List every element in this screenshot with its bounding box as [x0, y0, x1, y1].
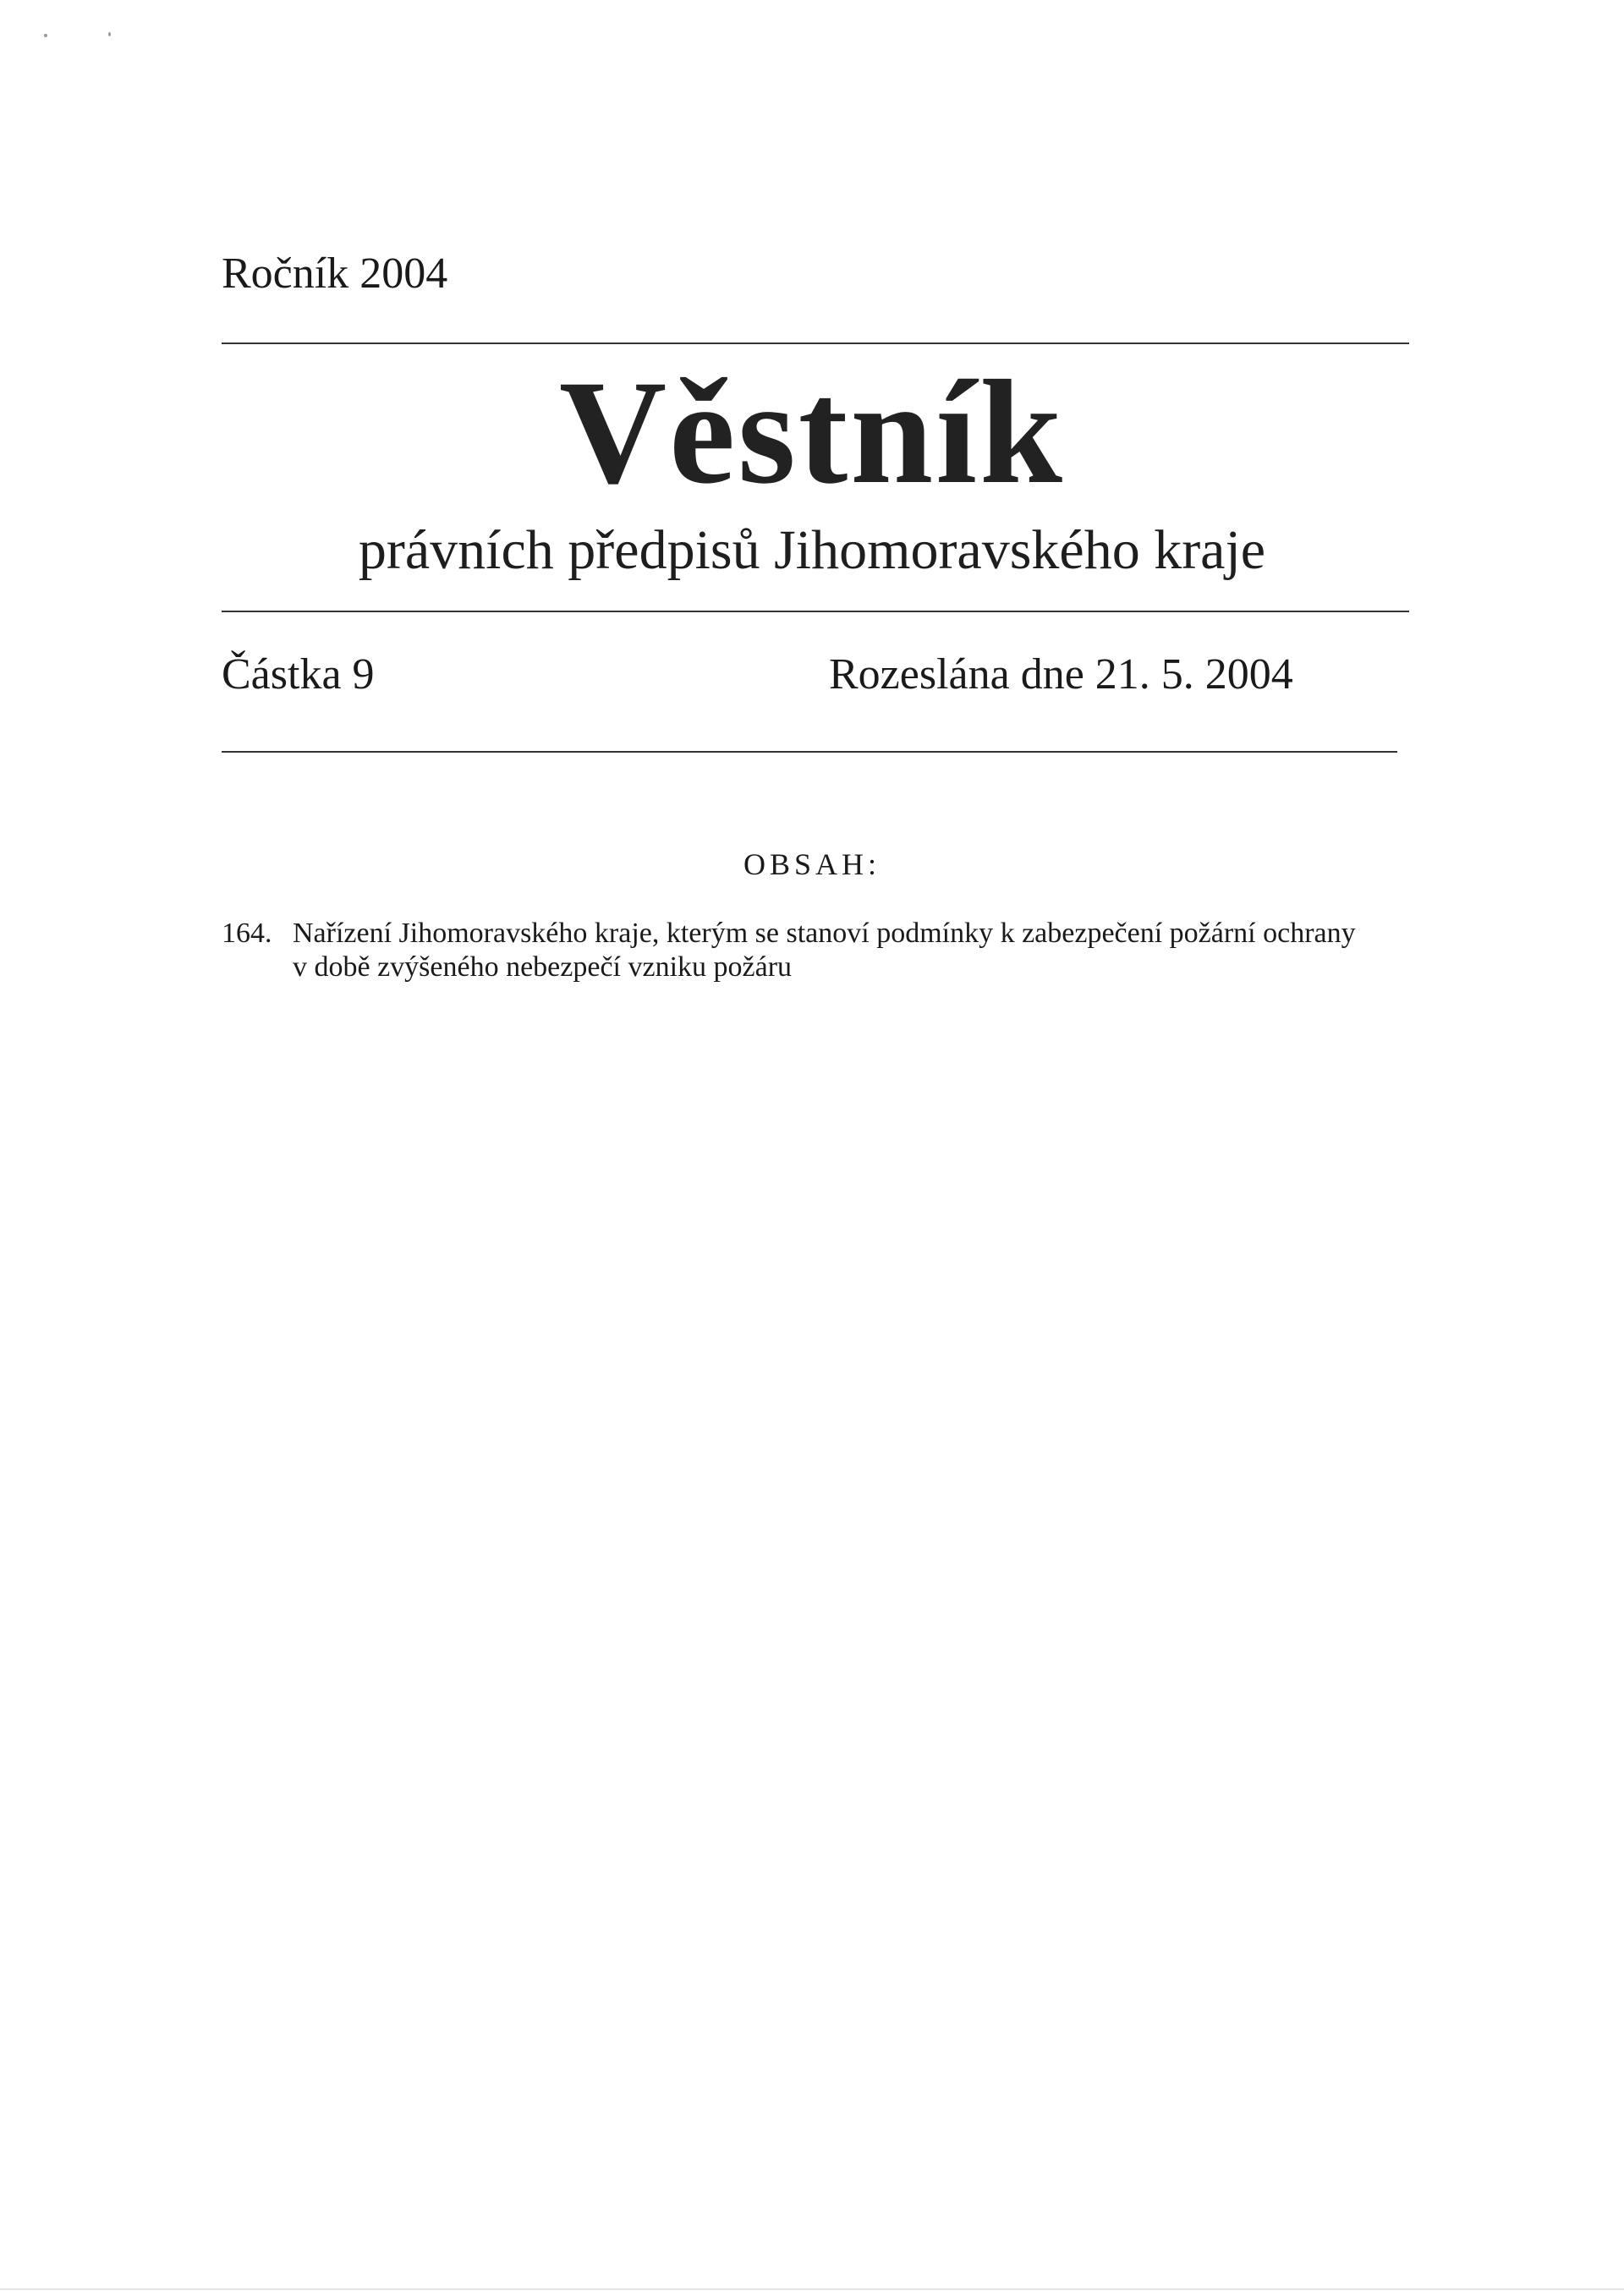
entry-number: 164.	[222, 918, 272, 949]
volume-year: Ročník 2004	[222, 249, 448, 298]
divider-line	[222, 751, 1397, 753]
issue-number: Částka 9	[222, 650, 375, 699]
divider-line	[222, 342, 1409, 344]
contents-entry	[222, 917, 1423, 984]
divider-line	[222, 611, 1409, 612]
bulletin-subtitle: právních předpisů Jihomoravského kraje	[358, 519, 1266, 581]
scan-edge	[0, 2288, 1624, 2290]
entry-title-line: v době zvýšeného nebezpečí vzniku požáru	[293, 951, 793, 983]
contents-heading: OBSAH:	[743, 847, 881, 881]
scan-speck	[108, 32, 111, 36]
entry-title	[293, 917, 1423, 984]
bulletin-title: Věstník	[559, 350, 1065, 515]
distribution-date: Rozeslána dne 21. 5. 2004	[829, 650, 1293, 699]
entry-title-line: Nařízení Jihomoravského kraje, kterým se stanoví podmínky k zabezpečení požární ochrany	[293, 918, 1356, 949]
scan-speck	[44, 34, 47, 37]
